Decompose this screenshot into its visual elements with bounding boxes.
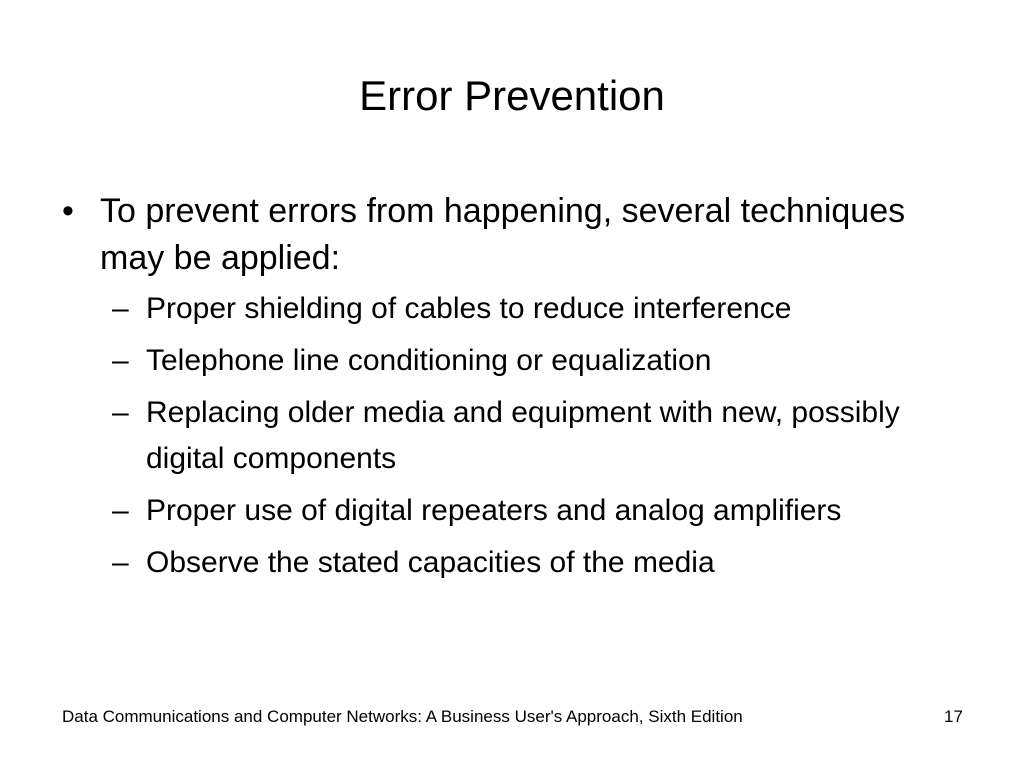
- slide-footer: Data Communications and Computer Networks: A Business User's Approach, Sixth Edition: [62, 707, 743, 726]
- sub-bullet-list: [60, 286, 960, 586]
- sub-bullet: [60, 338, 960, 384]
- dash-marker: –: [112, 546, 129, 579]
- main-bullet: [60, 188, 960, 282]
- sub-bullet-text: Proper shielding of cables to reduce interference: [146, 292, 792, 325]
- dash-marker: –: [112, 494, 129, 527]
- sub-bullet-text: Telephone line conditioning or equalization: [146, 344, 712, 377]
- sub-bullet: [60, 286, 960, 332]
- dash-marker: –: [112, 344, 129, 377]
- bullet-marker: •: [62, 192, 74, 230]
- sub-bullet: [60, 488, 960, 534]
- dash-marker: –: [112, 396, 129, 429]
- main-bullet-text: To prevent errors from happening, several techniques may be applied:: [100, 192, 906, 277]
- sub-bullet-text: Observe the stated capacities of the media: [146, 546, 715, 579]
- sub-bullet-text: Replacing older media and equipment with new, possibly digital components: [146, 396, 900, 475]
- slide-body: [60, 188, 960, 592]
- sub-bullet: [60, 540, 960, 586]
- slide-title: Error Prevention: [359, 72, 665, 119]
- sub-bullet-text: Proper use of digital repeaters and analog amplifiers: [146, 494, 842, 527]
- page-number: 17: [944, 707, 963, 726]
- sub-bullet: [60, 390, 960, 482]
- dash-marker: –: [112, 292, 129, 325]
